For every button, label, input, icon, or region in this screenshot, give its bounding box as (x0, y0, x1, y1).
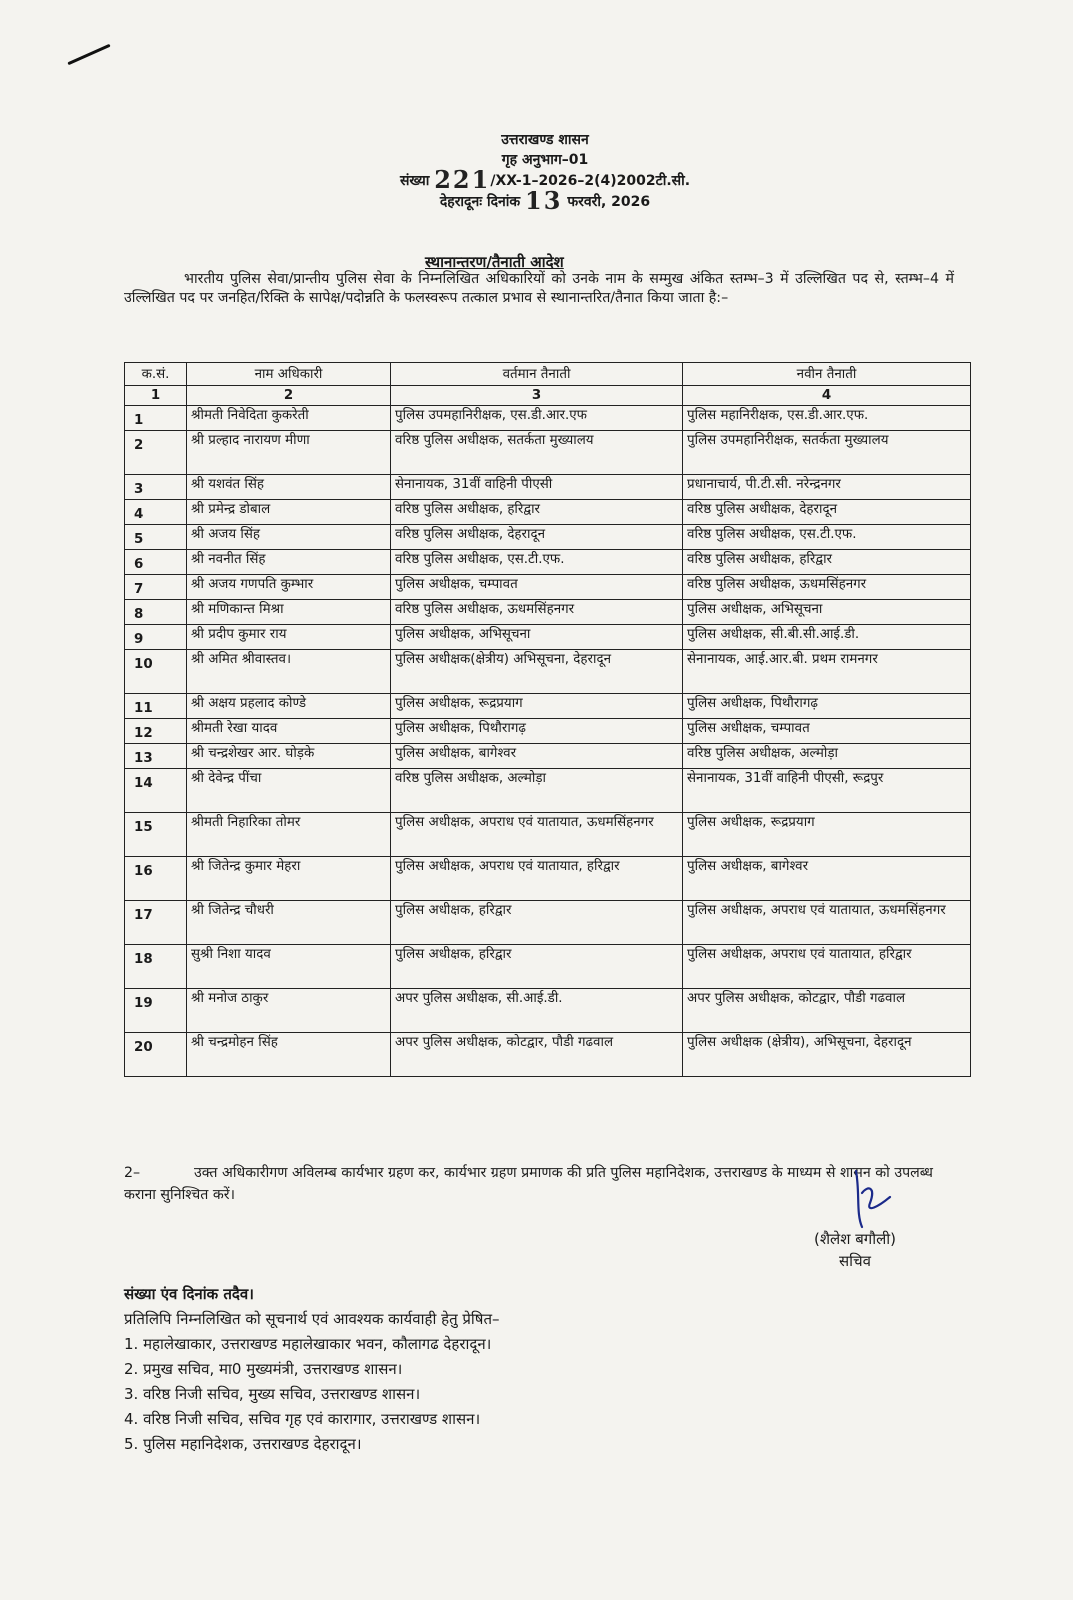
column-number: 2 (187, 386, 391, 406)
order-date (300, 186, 790, 215)
cell-new-posting: सेनानायक, आई.आर.बी. प्रथम रामनगर (683, 650, 971, 694)
cell-serial: 13 (125, 744, 187, 769)
table-row (125, 431, 971, 475)
copy-list (124, 1282, 500, 1457)
cell-new-posting: पुलिस अधीक्षक (क्षेत्रीय), अभिसूचना, देहरादून (683, 1033, 971, 1077)
handwritten-date: 13 (525, 186, 563, 215)
cell-current-posting: वरिष्ठ पुलिस अधीक्षक, सतर्कता मुख्यालय (391, 431, 683, 475)
cell-serial: 3 (125, 475, 187, 500)
cell-current-posting: वरिष्ठ पुलिस अधीक्षक, एस.टी.एफ. (391, 550, 683, 575)
cell-officer-name: श्री अमित श्रीवास्तव। (187, 650, 391, 694)
copy-list-intro: प्रतिलिपि निम्नलिखित को सूचनार्थ एवं आवश्यक कार्यवाही हेतु प्रेषित– (124, 1310, 500, 1328)
cell-officer-name: श्री नवनीत सिंह (187, 550, 391, 575)
cell-new-posting: वरिष्ठ पुलिस अधीक्षक, हरिद्वार (683, 550, 971, 575)
cell-officer-name: श्रीमती निवेदिता कुकरेती (187, 406, 391, 431)
cell-new-posting: पुलिस अधीक्षक, अभिसूचना (683, 600, 971, 625)
paragraph-text: उक्त अधिकारीगण अविलम्ब कार्यभार ग्रहण कर, कार्यभार ग्रहण प्रमाणक की प्रति पुलिस महानिदेशक, उत्तराखण्ड के माध्यम से शासन को उपलब्ध कराना सुनिश्चित करें। (124, 1165, 933, 1203)
cell-new-posting: वरिष्ठ पुलिस अधीक्षक, अल्मोड़ा (683, 744, 971, 769)
date-prefix: देहरादूनः दिनांक (439, 194, 521, 210)
cell-serial: 10 (125, 650, 187, 694)
table-row (125, 475, 971, 500)
cell-new-posting: वरिष्ठ पुलिस अधीक्षक, ऊधमसिंहनगर (683, 575, 971, 600)
cell-new-posting: पुलिस उपमहानिरीक्षक, सतर्कता मुख्यालय (683, 431, 971, 475)
column-number: 3 (391, 386, 683, 406)
cell-current-posting: वरिष्ठ पुलिस अधीक्षक, ऊधमसिंहनगर (391, 600, 683, 625)
cell-current-posting: पुलिस अधीक्षक, हरिद्वार (391, 901, 683, 945)
number-suffix: /XX-1–2026–2(4)2002टी.सी. (490, 173, 691, 189)
cell-officer-name: श्री चन्द्रशेखर आर. घोड़के (187, 744, 391, 769)
cell-current-posting: पुलिस अधीक्षक, बागेश्वर (391, 744, 683, 769)
cell-serial: 20 (125, 1033, 187, 1077)
cell-officer-name: श्री प्रल्हाद नारायण मीणा (187, 431, 391, 475)
cell-serial: 11 (125, 694, 187, 719)
table-row (125, 813, 971, 857)
cell-serial: 19 (125, 989, 187, 1033)
cell-officer-name: सुश्री निशा यादव (187, 945, 391, 989)
transfer-table (124, 362, 971, 1077)
cell-officer-name: श्री प्रदीप कुमार राय (187, 625, 391, 650)
cell-officer-name: श्री प्रमेन्द्र डोबाल (187, 500, 391, 525)
table-header-row (125, 363, 971, 386)
list-item: 1. महालेखाकार, उत्तराखण्ड महालेखाकार भवन, कौलागढ देहरादून। (124, 1335, 492, 1353)
cell-current-posting: पुलिस अधीक्षक, अपराध एवं यातायात, हरिद्वार (391, 857, 683, 901)
cell-serial: 6 (125, 550, 187, 575)
cell-new-posting: अपर पुलिस अधीक्षक, कोटद्वार, पौडी गढवाल (683, 989, 971, 1033)
cell-serial: 9 (125, 625, 187, 650)
cell-serial: 1 (125, 406, 187, 431)
handwritten-signature (842, 1163, 902, 1233)
table-row (125, 625, 971, 650)
cell-current-posting: पुलिस अधीक्षक, अपराध एवं यातायात, ऊधमसिंहनगर (391, 813, 683, 857)
table-row (125, 550, 971, 575)
pen-mark (67, 44, 110, 65)
table-row (125, 744, 971, 769)
cell-officer-name: श्री अजय सिंह (187, 525, 391, 550)
department-name: गृह अनुभाग–01 (501, 152, 589, 168)
table-row (125, 1033, 971, 1077)
table-row (125, 406, 971, 431)
cell-officer-name: श्री मनोज ठाकुर (187, 989, 391, 1033)
cell-current-posting: पुलिस अधीक्षक, रूद्रप्रयाग (391, 694, 683, 719)
cell-current-posting: पुलिस अधीक्षक, हरिद्वार (391, 945, 683, 989)
cell-serial: 8 (125, 600, 187, 625)
list-item: 3. वरिष्ठ निजी सचिव, मुख्य सचिव, उत्तराखण्ड शासन। (124, 1385, 421, 1403)
cell-officer-name: श्रीमती निहारिका तोमर (187, 813, 391, 857)
table-row (125, 769, 971, 813)
cell-new-posting: पुलिस अधीक्षक, अपराध एवं यातायात, हरिद्वार (683, 945, 971, 989)
cell-officer-name: श्री अक्षय प्रहलाद कोण्डे (187, 694, 391, 719)
list-item: 4. वरिष्ठ निजी सचिव, सचिव गृह एवं कारागार, उत्तराखण्ड शासन। (124, 1410, 481, 1428)
cell-new-posting: वरिष्ठ पुलिस अधीक्षक, एस.टी.एफ. (683, 525, 971, 550)
cell-new-posting: पुलिस अधीक्षक, बागेश्वर (683, 857, 971, 901)
cell-new-posting: पुलिस महानिरीक्षक, एस.डी.आर.एफ. (683, 406, 971, 431)
header-new-posting: नवीन तैनाती (683, 363, 971, 386)
cell-current-posting: अपर पुलिस अधीक्षक, सी.आई.डी. (391, 989, 683, 1033)
list-item: 2. प्रमुख सचिव, मा0 मुख्यमंत्री, उत्तराखण्ड शासन। (124, 1360, 403, 1378)
date-suffix: फरवरी, 2026 (567, 194, 651, 210)
header-name: नाम अधिकारी (187, 363, 391, 386)
cell-officer-name: श्री जितेन्द्र कुमार मेहरा (187, 857, 391, 901)
government-name: उत्तराखण्ड शासन (501, 132, 589, 148)
copy-list-title: संख्या एंव दिनांक तदैव। (124, 1285, 254, 1303)
cell-officer-name: श्री चन्द्रमोहन सिंह (187, 1033, 391, 1077)
signatory-name: (शैलेश बगौली) (814, 1230, 896, 1248)
table-row (125, 575, 971, 600)
cell-serial: 18 (125, 945, 187, 989)
cell-new-posting: प्रधानाचार्य, पी.टी.सी. नरेन्द्रनगर (683, 475, 971, 500)
cell-officer-name: श्री देवेन्द्र पींचा (187, 769, 391, 813)
cell-serial: 5 (125, 525, 187, 550)
cell-current-posting: अपर पुलिस अधीक्षक, कोटद्वार, पौडी गढवाल (391, 1033, 683, 1077)
cell-new-posting: सेनानायक, 31वीं वाहिनी पीएसी, रूद्रपुर (683, 769, 971, 813)
instruction-paragraph (124, 1162, 960, 1206)
cell-serial: 15 (125, 813, 187, 857)
cell-new-posting: पुलिस अधीक्षक, सी.बी.सी.आई.डी. (683, 625, 971, 650)
column-number-row (125, 386, 971, 406)
cell-current-posting: वरिष्ठ पुलिस अधीक्षक, देहरादून (391, 525, 683, 550)
table-row (125, 989, 971, 1033)
header-current-posting: वर्तमान तैनाती (391, 363, 683, 386)
cell-current-posting: सेनानायक, 31वीं वाहिनी पीएसी (391, 475, 683, 500)
cell-new-posting: पुलिस अधीक्षक, चम्पावत (683, 719, 971, 744)
letter-header (300, 130, 790, 215)
cell-current-posting: पुलिस अधीक्षक(क्षेत्रीय) अभिसूचना, देहरादून (391, 650, 683, 694)
cell-current-posting: पुलिस अधीक्षक, अभिसूचना (391, 625, 683, 650)
subject-heading: स्थानान्तरण/तैनाती आदेश (425, 253, 564, 271)
cell-new-posting: वरिष्ठ पुलिस अधीक्षक, देहरादून (683, 500, 971, 525)
table-row (125, 719, 971, 744)
cell-officer-name: श्रीमती रेखा यादव (187, 719, 391, 744)
cell-new-posting: पुलिस अधीक्षक, अपराध एवं यातायात, ऊधमसिंहनगर (683, 901, 971, 945)
cell-serial: 4 (125, 500, 187, 525)
table-row (125, 857, 971, 901)
table-row (125, 600, 971, 625)
cell-new-posting: पुलिस अधीक्षक, पिथौरागढ़ (683, 694, 971, 719)
header-serial: क.सं. (125, 363, 187, 386)
cell-current-posting: पुलिस उपमहानिरीक्षक, एस.डी.आर.एफ (391, 406, 683, 431)
cell-serial: 12 (125, 719, 187, 744)
cell-serial: 14 (125, 769, 187, 813)
handwritten-number: 221 (434, 165, 491, 194)
cell-officer-name: श्री यशवंत सिंह (187, 475, 391, 500)
signatory-block (800, 1228, 910, 1272)
table-row (125, 945, 971, 989)
cell-serial: 7 (125, 575, 187, 600)
cell-officer-name: श्री अजय गणपति कुम्भार (187, 575, 391, 600)
cell-serial: 17 (125, 901, 187, 945)
column-number: 4 (683, 386, 971, 406)
table-row (125, 525, 971, 550)
table-row (125, 694, 971, 719)
cell-current-posting: पुलिस अधीक्षक, चम्पावत (391, 575, 683, 600)
cell-serial: 2 (125, 431, 187, 475)
number-prefix: संख्या (399, 173, 430, 189)
table-row (125, 650, 971, 694)
cell-new-posting: पुलिस अधीक्षक, रूद्रप्रयाग (683, 813, 971, 857)
table-row (125, 500, 971, 525)
list-item: 5. पुलिस महानिदेशक, उत्तराखण्ड देहरादून। (124, 1435, 362, 1453)
cell-current-posting: वरिष्ठ पुलिस अधीक्षक, अल्मोड़ा (391, 769, 683, 813)
table-body (125, 406, 971, 1077)
cell-current-posting: वरिष्ठ पुलिस अधीक्षक, हरिद्वार (391, 500, 683, 525)
signatory-designation: सचिव (839, 1252, 871, 1270)
paragraph-number: 2– (124, 1165, 141, 1181)
cell-officer-name: श्री मणिकान्त मिश्रा (187, 600, 391, 625)
cell-current-posting: पुलिस अधीक्षक, पिथौरागढ़ (391, 719, 683, 744)
table-row (125, 901, 971, 945)
cell-serial: 16 (125, 857, 187, 901)
intro-paragraph: भारतीय पुलिस सेवा/प्रान्तीय पुलिस सेवा के निम्नलिखित अधिकारियों को उनके नाम के सम्मुख अंकित स्तम्भ–3 में उल्लिखित पद से, स्तम्भ–4 में उल्लिखित पद पर जनहित/रिक्ति के सापेक्ष/पदोन्नति के फलस्वरूप तत्काल प्रभाव से स्थानान्तरित/तैनात किया जाता है:– (124, 271, 954, 306)
cell-officer-name: श्री जितेन्द्र चौधरी (187, 901, 391, 945)
column-number: 1 (125, 386, 187, 406)
